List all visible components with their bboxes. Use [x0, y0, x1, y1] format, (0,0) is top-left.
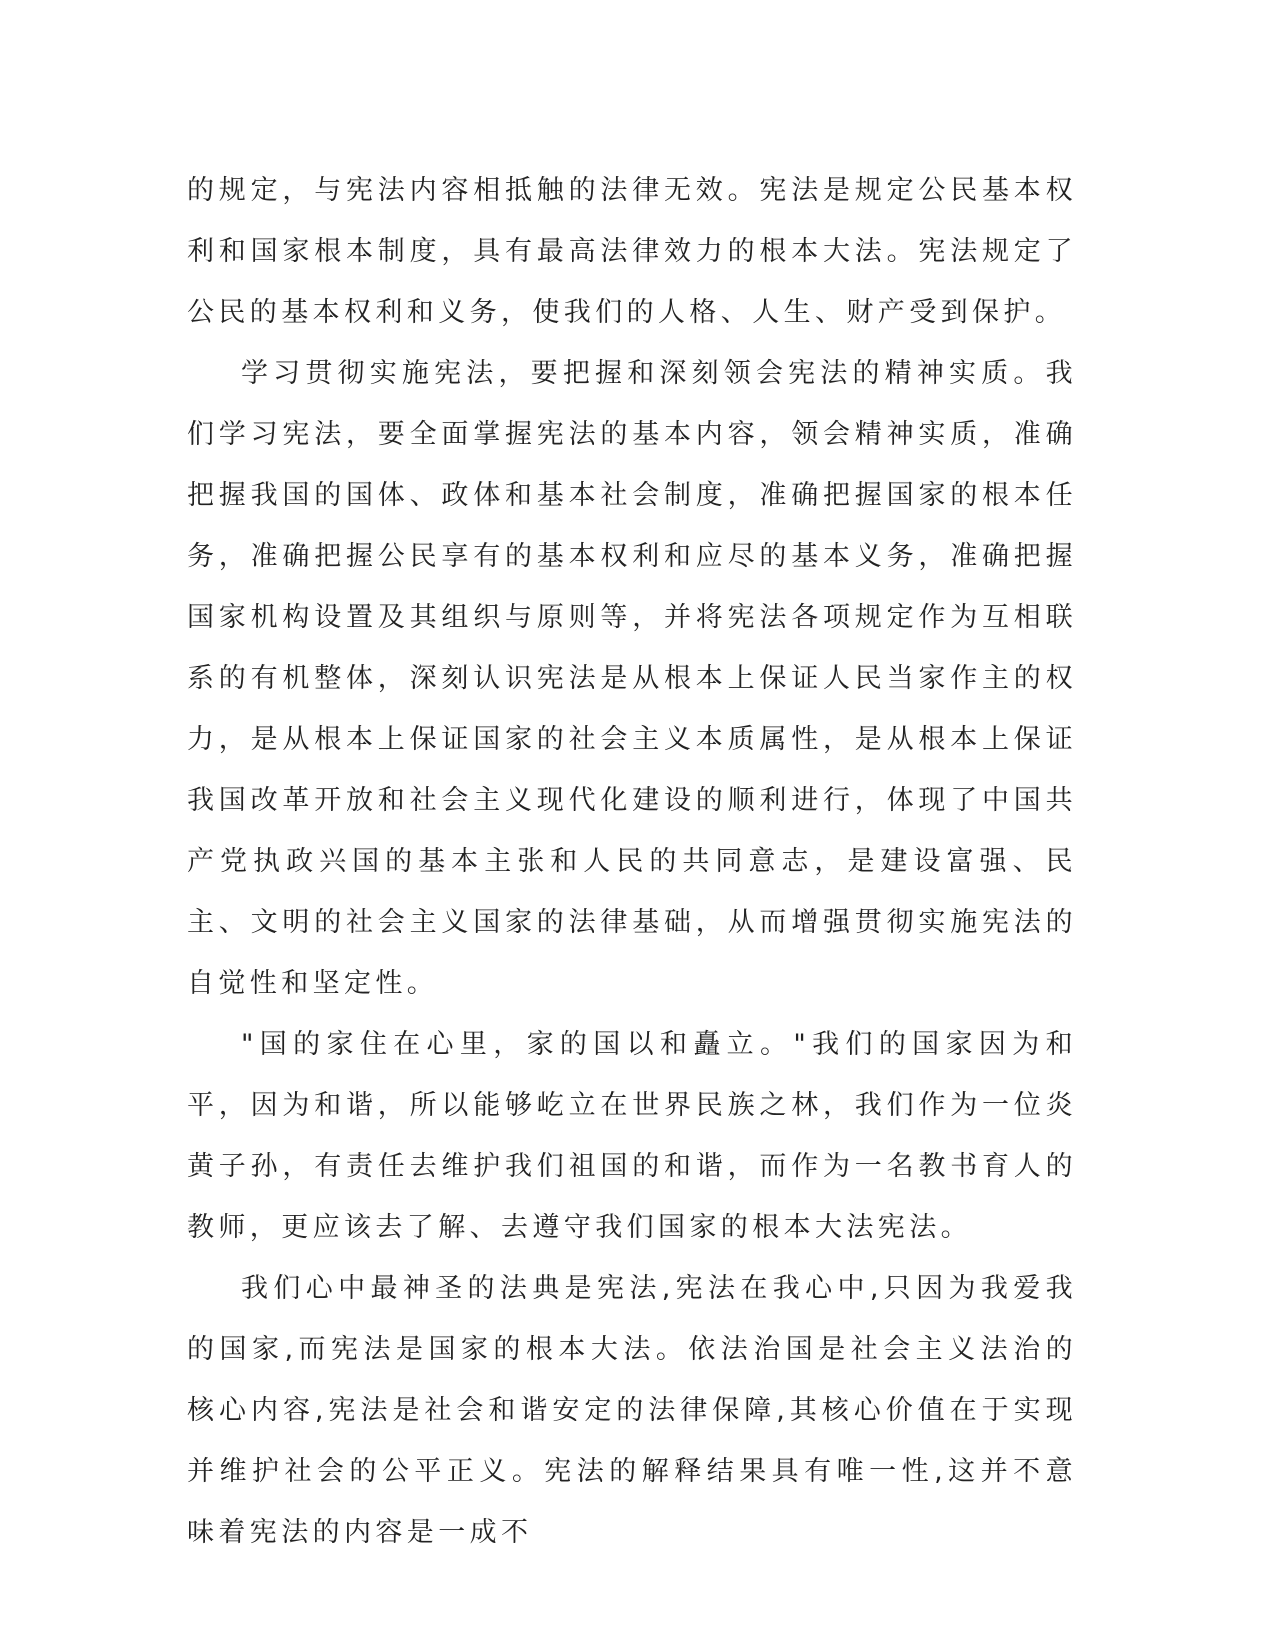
- paragraph-4: 我们心中最神圣的法典是宪法,宪法在我心中,只因为我爱我的国家,而宪法是国家的根本大法。依法治国是社会主义法治的核心内容,宪法是社会和谐安定的法律保障,其核心价值在于实现并维护社会的公平正义。宪法的解释结果具有唯一性,这并不意味着宪法的内容是一成不: [187, 1273, 1077, 1548]
- document-body: [187, 160, 1077, 1563]
- paragraph-1: 的规定，与宪法内容相抵触的法律无效。宪法是规定公民基本权利和国家根本制度，具有最高法律效力的根本大法。宪法规定了公民的基本权利和义务，使我们的人格、人生、财产受到保护。: [187, 175, 1077, 328]
- paragraph-2: 学习贯彻实施宪法，要把握和深刻领会宪法的精神实质。我们学习宪法，要全面掌握宪法的基本内容，领会精神实质，准确把握我国的国体、政体和基本社会制度，准确把握国家的根本任务，准确把握公民享有的基本权利和应尽的基本义务，准确把握国家机构设置及其组织与原则等，并将宪法各项规定作为互相联系的有机整体，深刻认识宪法是从根本上保证人民当家作主的权力，是从根本上保证国家的社会主义本质属性，是从根本上保证我国改革开放和社会主义现代化建设的顺利进行，体现了中国共产党执政兴国的基本主张和人民的共同意志，是建设富强、民主、文明的社会主义国家的法律基础，从而增强贯彻实施宪法的自觉性和坚定性。: [187, 358, 1077, 999]
- paragraph-3: "国的家住在心里，家的国以和矗立。"我们的国家因为和平，因为和谐，所以能够屹立在世界民族之林，我们作为一位炎黄子孙，有责任去维护我们祖国的和谐，而作为一名教书育人的教师，更应该去了解、去遵守我们国家的根本大法宪法。: [187, 1029, 1077, 1243]
